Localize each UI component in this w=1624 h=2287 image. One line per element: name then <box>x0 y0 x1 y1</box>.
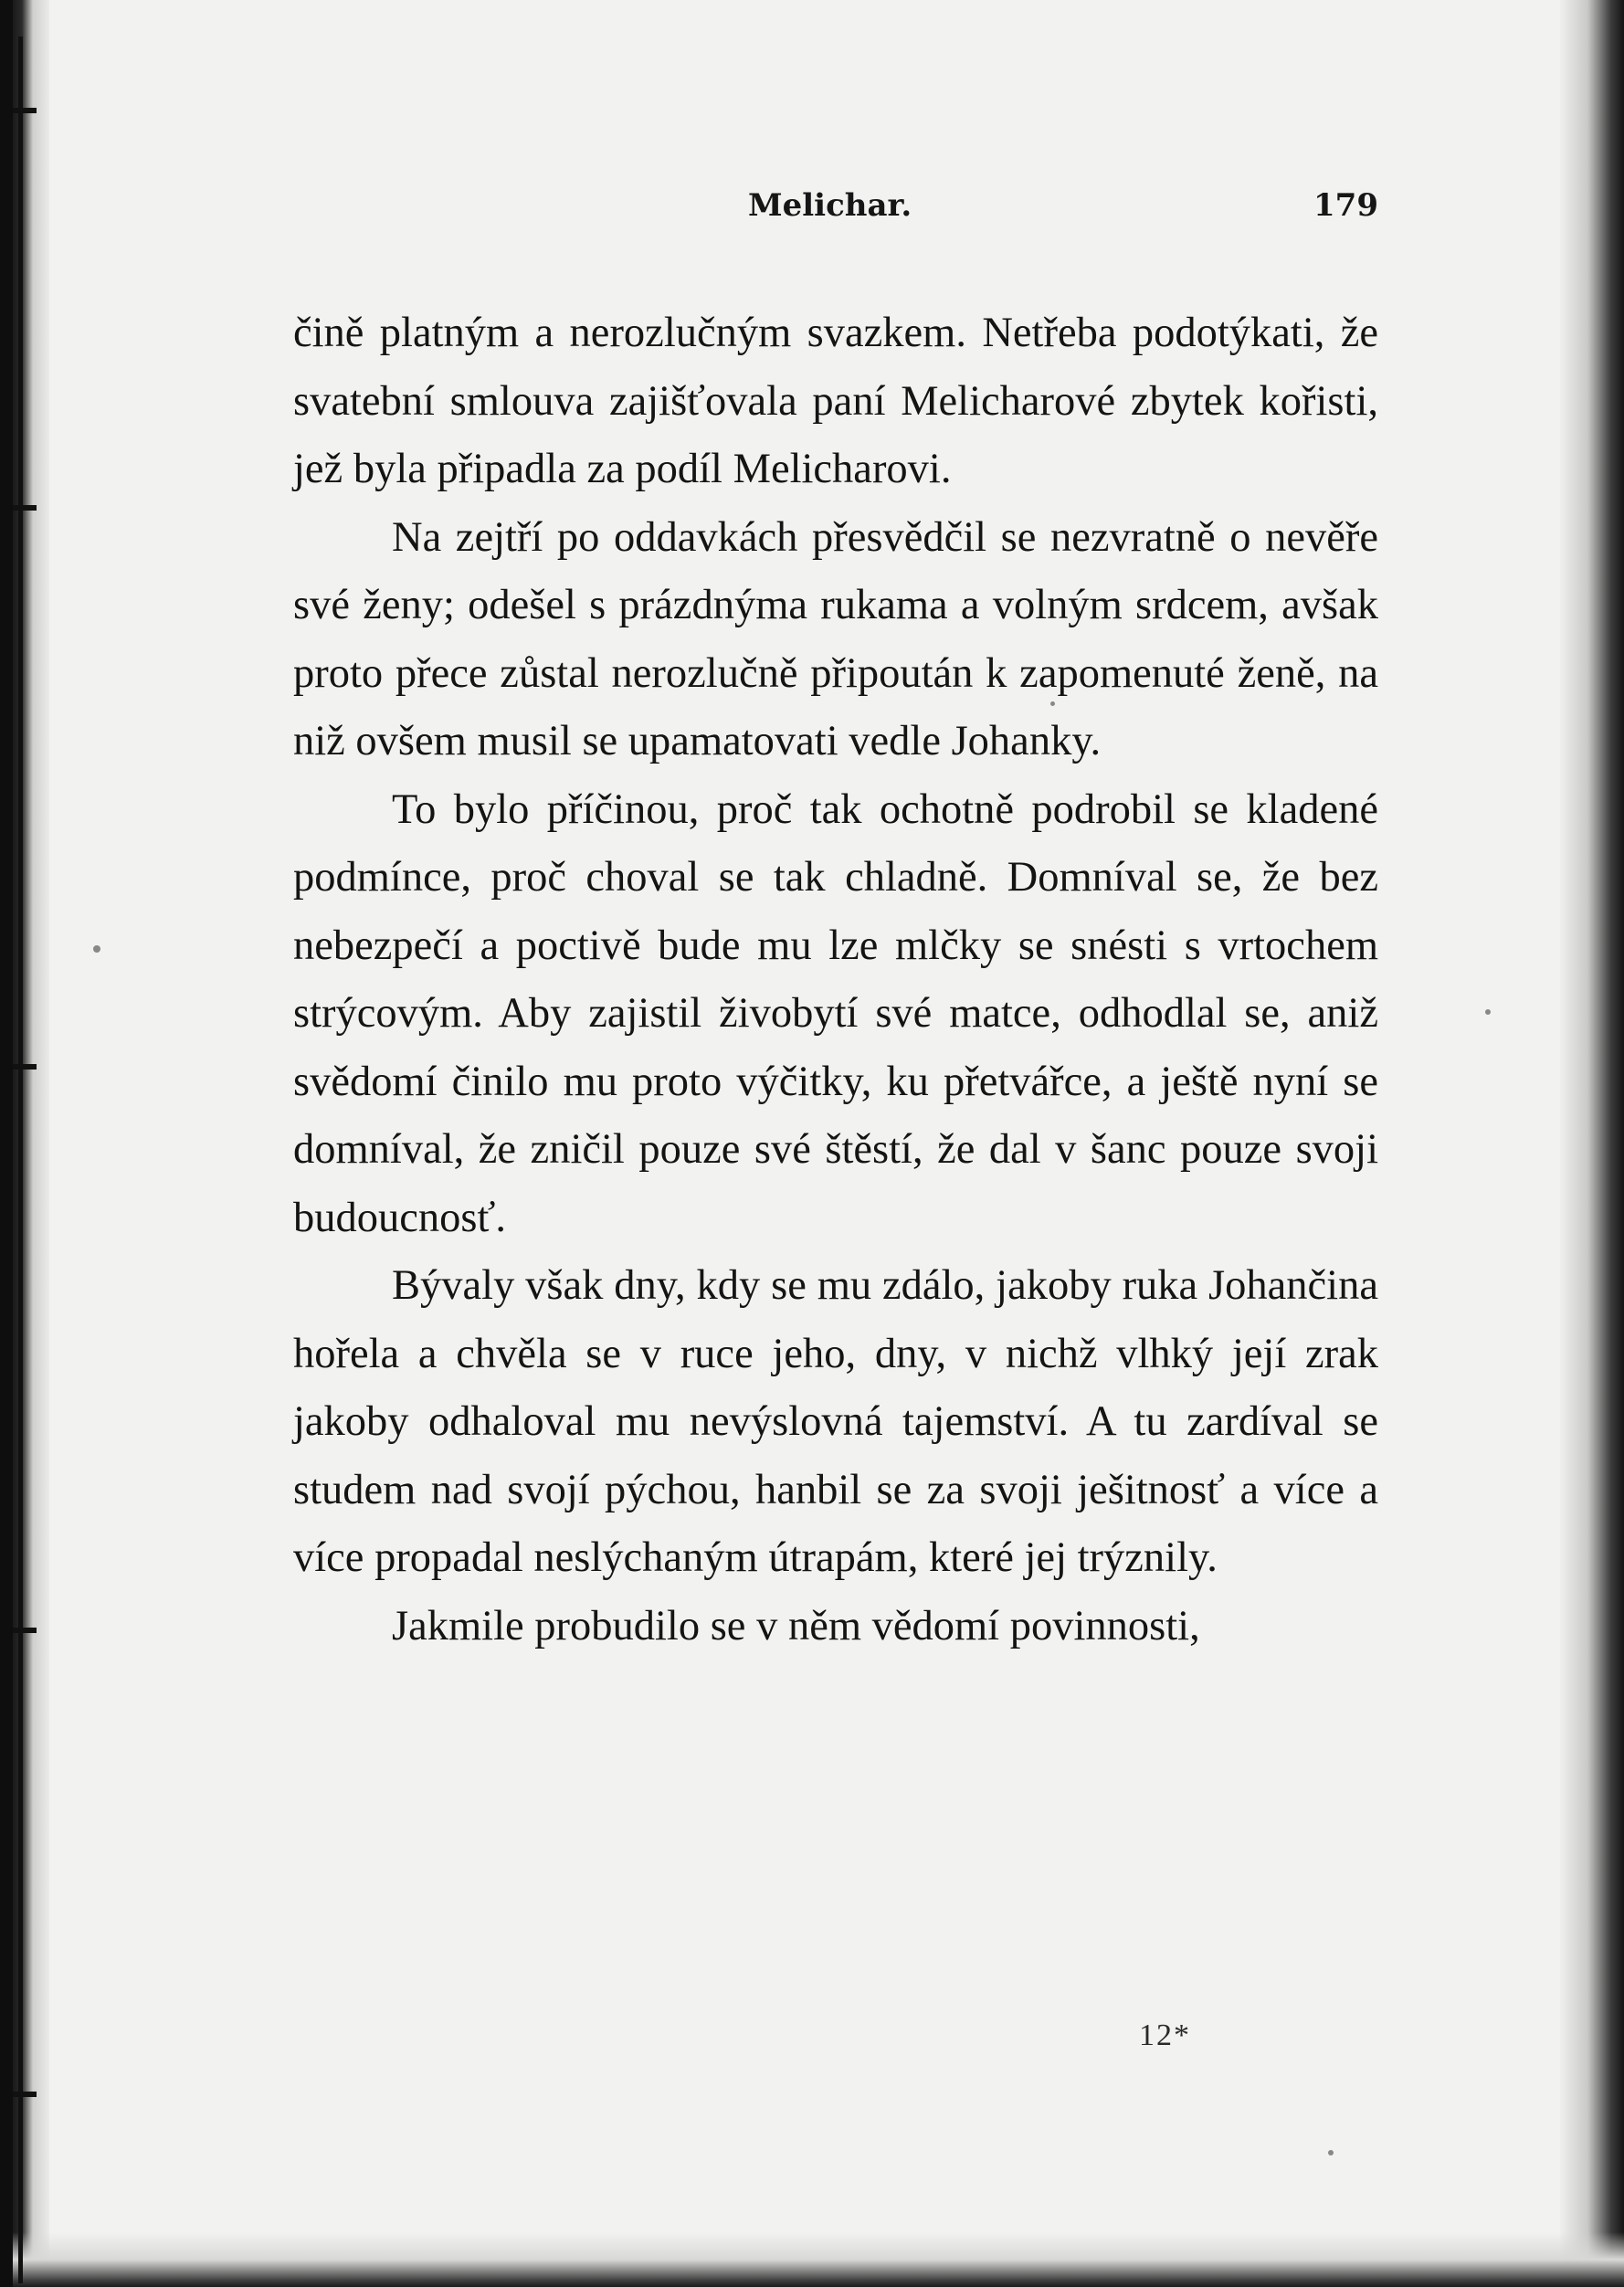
paragraph: Jakmile probudilo se v něm vědomí povinnosti, <box>392 1602 1200 1649</box>
paragraph: Bývaly však dny, kdy se mu zdálo, jakoby ruka Johančina hořela a chvěla se v ruce jeho, dny, v nichž vlhký její zrak jakoby odhaloval mu nevýslovná tajemství. A tu zardíval se studem nad svojí pýchou, hanbil se za svoji ješitnosť a více a více propadal neslýchaným útrapám, které jej trýznily. <box>293 1262 1378 1581</box>
binding-tick-mark <box>13 1628 37 1633</box>
page-number: 179 <box>1313 187 1378 224</box>
binding-tick-mark <box>13 108 37 113</box>
binding-tick-mark <box>13 1064 37 1070</box>
paragraph: čině platným a nerozlučným svazkem. Netřeba podotýkati, že svatební smlouva zajišťovala paní Melicharové zbytek kořisti, jež byla připadla za podíl Melicharovi. <box>293 310 1378 492</box>
scan-edge-bottom <box>13 2232 1624 2287</box>
binding-rule-line <box>18 37 23 2283</box>
book-page <box>13 0 1624 2287</box>
scan-speck <box>1485 1009 1491 1015</box>
body-text <box>293 300 1378 1660</box>
paragraph: Na zejtří po oddavkách přesvědčil se nezvratně o nevěře své ženy; odešel s prázdnýma rukama a volným srdcem, avšak proto přece zůstal nerozlučně připoután k zapomenuté ženě, na niž ovšem musil se upamatovati vedle Johanky. <box>293 513 1378 764</box>
running-title: Melichar. <box>748 187 912 224</box>
paragraph: To bylo příčinou, proč tak ochotně podrobil se kladené podmínce, proč choval se tak chladně. Domníval se, že bez nebezpečí a poctivě bude mu lze mlčky se snésti s vrtochem strýcovým. Aby zajistil živobytí své matce, odhodlal se, aniž svědomí činilo mu proto výčitky, ku přetvářce, a ještě nyní se domníval, že zničil pouze své štěstí, že dal v šanc pouze svoji budoucnosť. <box>293 785 1378 1241</box>
scan-speck <box>1328 2150 1334 2155</box>
signature-mark: 12* <box>1139 2018 1191 2052</box>
scan-speck <box>93 945 100 953</box>
binding-tick-mark <box>13 505 37 511</box>
running-head <box>287 187 1378 233</box>
binding-tick-mark <box>13 2092 37 2097</box>
scan-edge-right <box>1560 0 1624 2287</box>
